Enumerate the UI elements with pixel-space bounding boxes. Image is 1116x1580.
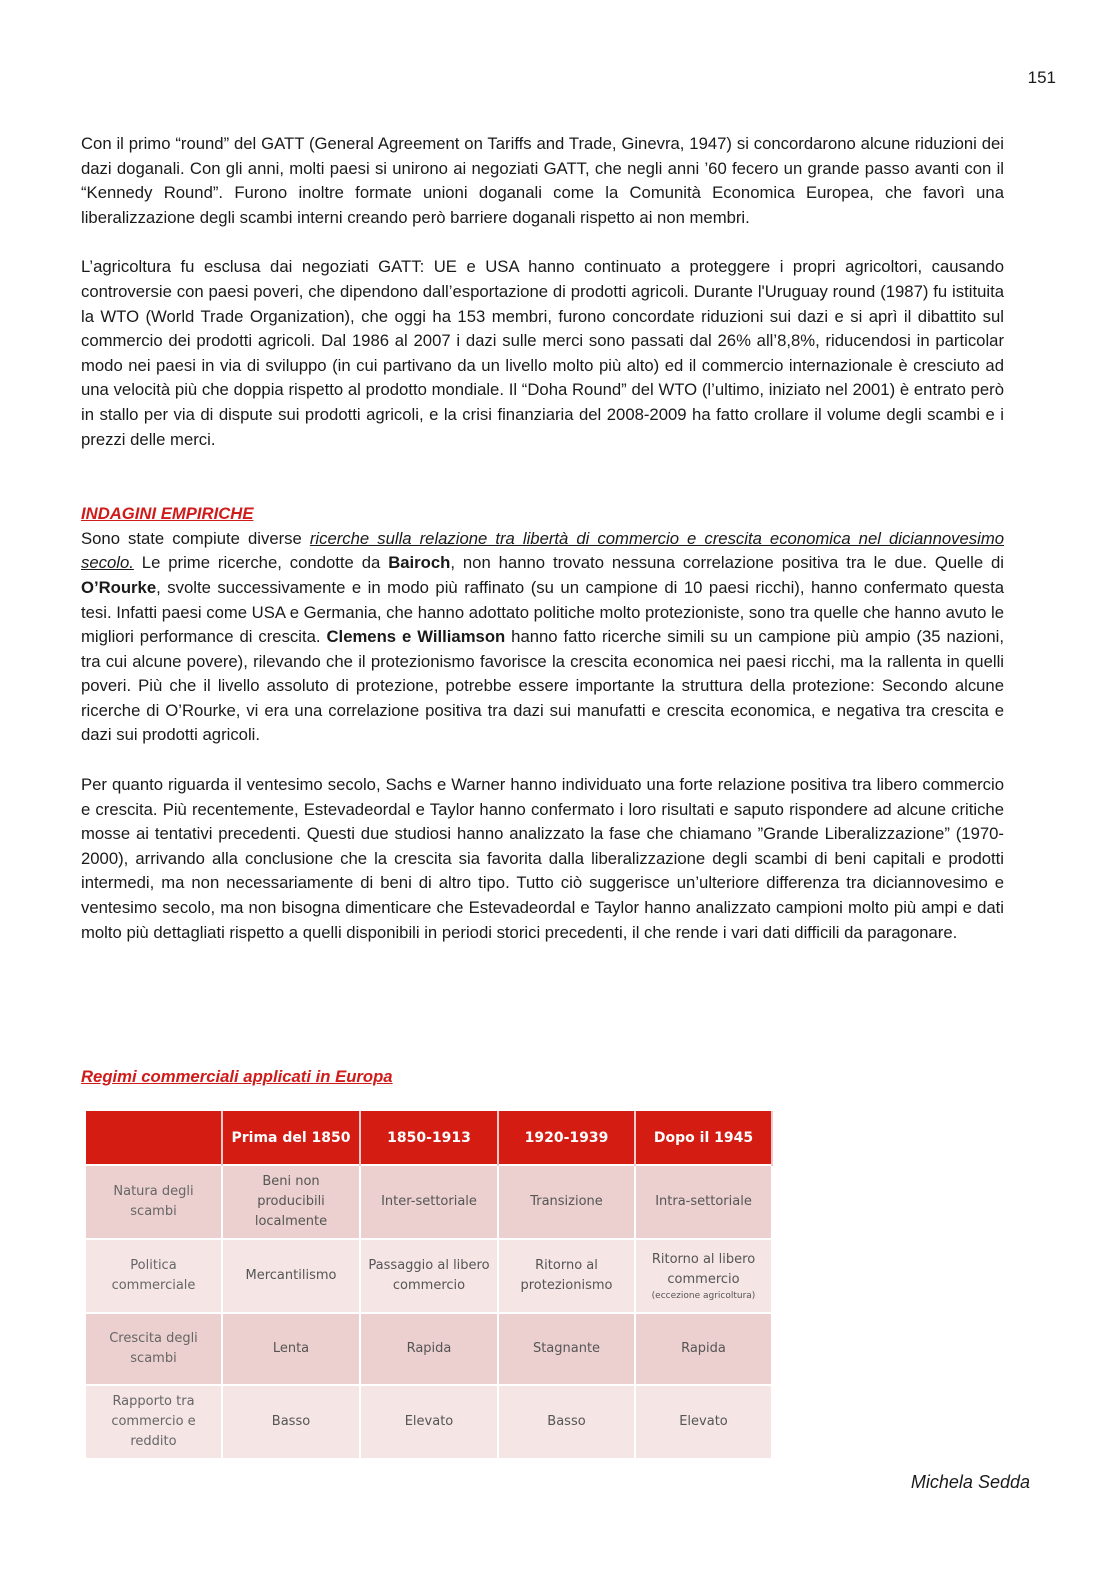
table-cell: Ritorno al protezionismo: [498, 1239, 635, 1313]
table-header-cell: Prima del 1850: [222, 1111, 360, 1165]
table-cell: Mercantilismo: [222, 1239, 360, 1313]
table-cell: Basso: [498, 1385, 635, 1458]
text-run: Sono state compiute diverse: [81, 528, 310, 548]
trade-regimes-table: [86, 1111, 773, 1458]
row-header-cell: Crescita degli scambi: [86, 1313, 222, 1385]
row-header-cell: Politica commerciale: [86, 1239, 222, 1313]
section-title-empirical: INDAGINI EMPIRICHE: [81, 504, 254, 524]
table-cell: Inter-settoriale: [360, 1165, 498, 1239]
text-run: hanno fatto ricerche simili su un campione più ampio (35 nazioni, tra cui alcune povere), rilevando che il protezionismo favorisce la crescita economica nei paesi ricchi, ma la rallenta in quelli poveri. Più che il livello assoluto di protezione, potrebbe essere importante la struttura della protezione: Secondo alcune ricerche di O’Rourke, vi era una correlazione positiva tra dazi sui manufatti e crescita economica, e negativa tra crescita e dazi sui prodotti agricoli.: [81, 627, 1004, 745]
text-run: , svolte successivamente e in modo più raffinato (su un campione di 10 paesi ricchi), hanno confermato questa tesi. Infatti paesi come USA e Germania, che hanno adottato politiche molto protezioniste, sono tra quelle che hanno avuto le migliori performance di crescita.: [81, 577, 1005, 647]
document-body: [81, 132, 1004, 945]
table-cell: [635, 1239, 772, 1313]
author-signature: Michela Sedda: [910, 1472, 1030, 1492]
table-title: Regimi commerciali applicati in Europa: [81, 1067, 393, 1086]
table-cell: Intra-settoriale: [635, 1165, 772, 1239]
cell-text: Ritorno al libero commercio: [651, 1252, 756, 1287]
table-header-cell: 1850-1913: [360, 1111, 498, 1165]
table-cell: Stagnante: [498, 1313, 635, 1385]
table-row: [86, 1385, 772, 1458]
table-cell: Beni non producibili localmente: [222, 1165, 360, 1239]
author-clemens-williamson: Clemens e Williamson: [326, 627, 506, 647]
emphasis-research-topic: ricerche sulla relazione tra libertà di commercio e crescita economica nel diciannovesimo secolo.: [81, 528, 1004, 573]
table-header-cell: 1920-1939: [498, 1111, 635, 1165]
table-cell: Rapida: [635, 1313, 772, 1385]
table-cell: Elevato: [360, 1385, 498, 1458]
table-header-cell: [86, 1111, 222, 1165]
table-row: [86, 1313, 772, 1385]
row-header-cell: Rapporto tra commercio e reddito: [86, 1385, 222, 1458]
table-header-row: [86, 1111, 772, 1165]
table-header-cell: Dopo il 1945: [635, 1111, 772, 1165]
cell-note: (eccezione agricoltura): [651, 1291, 756, 1301]
table-cell: Transizione: [498, 1165, 635, 1239]
paragraph-gatt: Con il primo “round” del GATT (General Agreement on Tariffs and Trade, Ginevra, 1947) si concordarono alcune riduzioni dei dazi doganali. Con gli anni, molti paesi si unirono ai negoziati GATT, che negli anni ’60 fecero un grande passo avanti con il “Kennedy Round”. Furono inoltre formate unioni doganali come la Comunità Economica Europea, che favorì una liberalizzazione degli scambi interni creando però barriere doganali rispetto ai non membri.: [81, 134, 1004, 227]
table-row: [86, 1239, 772, 1313]
author-orourke: O’Rourke: [81, 577, 157, 597]
paragraph-empirical-19th-century: [81, 527, 1004, 748]
table-cell: Rapida: [360, 1313, 498, 1385]
text-run: , non hanno trovato nessuna correlazione positiva tra le due. Quelle di: [450, 553, 1004, 573]
table-cell: Lenta: [222, 1313, 360, 1385]
row-header-cell: Natura degli scambi: [86, 1165, 222, 1239]
paragraph-agriculture: L’agricoltura fu esclusa dai negoziati GATT: UE e USA hanno continuato a proteggere i propri agricoltori, causando controversie con paesi poveri, che dipendono dall’esportazione di prodotti agricoli. Durante l'Uruguay round (1987) fu istituita la WTO (World Trade Organization), che oggi ha 153 membri, furono concordate riduzioni sui dazi e si aprì il dibattito sul commercio dei prodotti agricoli. Dal 1986 al 2007 i dazi sulle merci sono passati dal 26% all’8,8%, riducendosi in particolar modo nei paesi in via di sviluppo (in cui partivano da un livello molto più alto) ed il commercio internazionale è cresciuto ad una velocità più che doppia rispetto al prodotto mondiale. Il “Doha Round” del WTO (l’ultimo, iniziato nel 2001) è entrato però in stallo per via di dispute sui prodotti agricoli, e la crisi finanziaria del 2008-2009 ha fatto crollare il volume degli scambi e i prezzi delle merci.: [81, 257, 1004, 449]
table-cell: Basso: [222, 1385, 360, 1458]
table-row: [86, 1165, 772, 1239]
paragraph-empirical-20th-century: Per quanto riguarda il ventesimo secolo, Sachs e Warner hanno individuato una forte relazione positiva tra libero commercio e crescita. Più recentemente, Estevadeordal e Taylor hanno confermato i loro risultati e saputo rispondere ad alcune critiche mosse ai tentativi precedenti. Questi due studiosi hanno analizzato la fase che chiamano ”Grande Liberalizzazione” (1970-2000), arrivando alla conclusione che la crescita sia favorita dalla liberalizzazione degli scambi di beni capitali e prodotti intermedi, ma non necessariamente di beni di altro tipo. Tutto ciò suggerisce un’ulteriore differenza tra diciannovesimo e ventesimo secolo, ma non bisogna dimenticare che Estevadeordal e Taylor hanno analizzato campioni molto più ampi e dati molto più dettagliati rispetto a quelli disponibili in periodi storici precedenti, il che rende i vari dati difficili da paragonare.: [81, 775, 1004, 942]
page-number: 151: [1027, 68, 1056, 87]
table-cell: Passaggio al libero commercio: [360, 1239, 498, 1313]
text-run: Le prime ricerche, condotte da: [133, 553, 389, 573]
table-cell: Elevato: [635, 1385, 772, 1458]
author-bairoch: Bairoch: [388, 553, 451, 573]
